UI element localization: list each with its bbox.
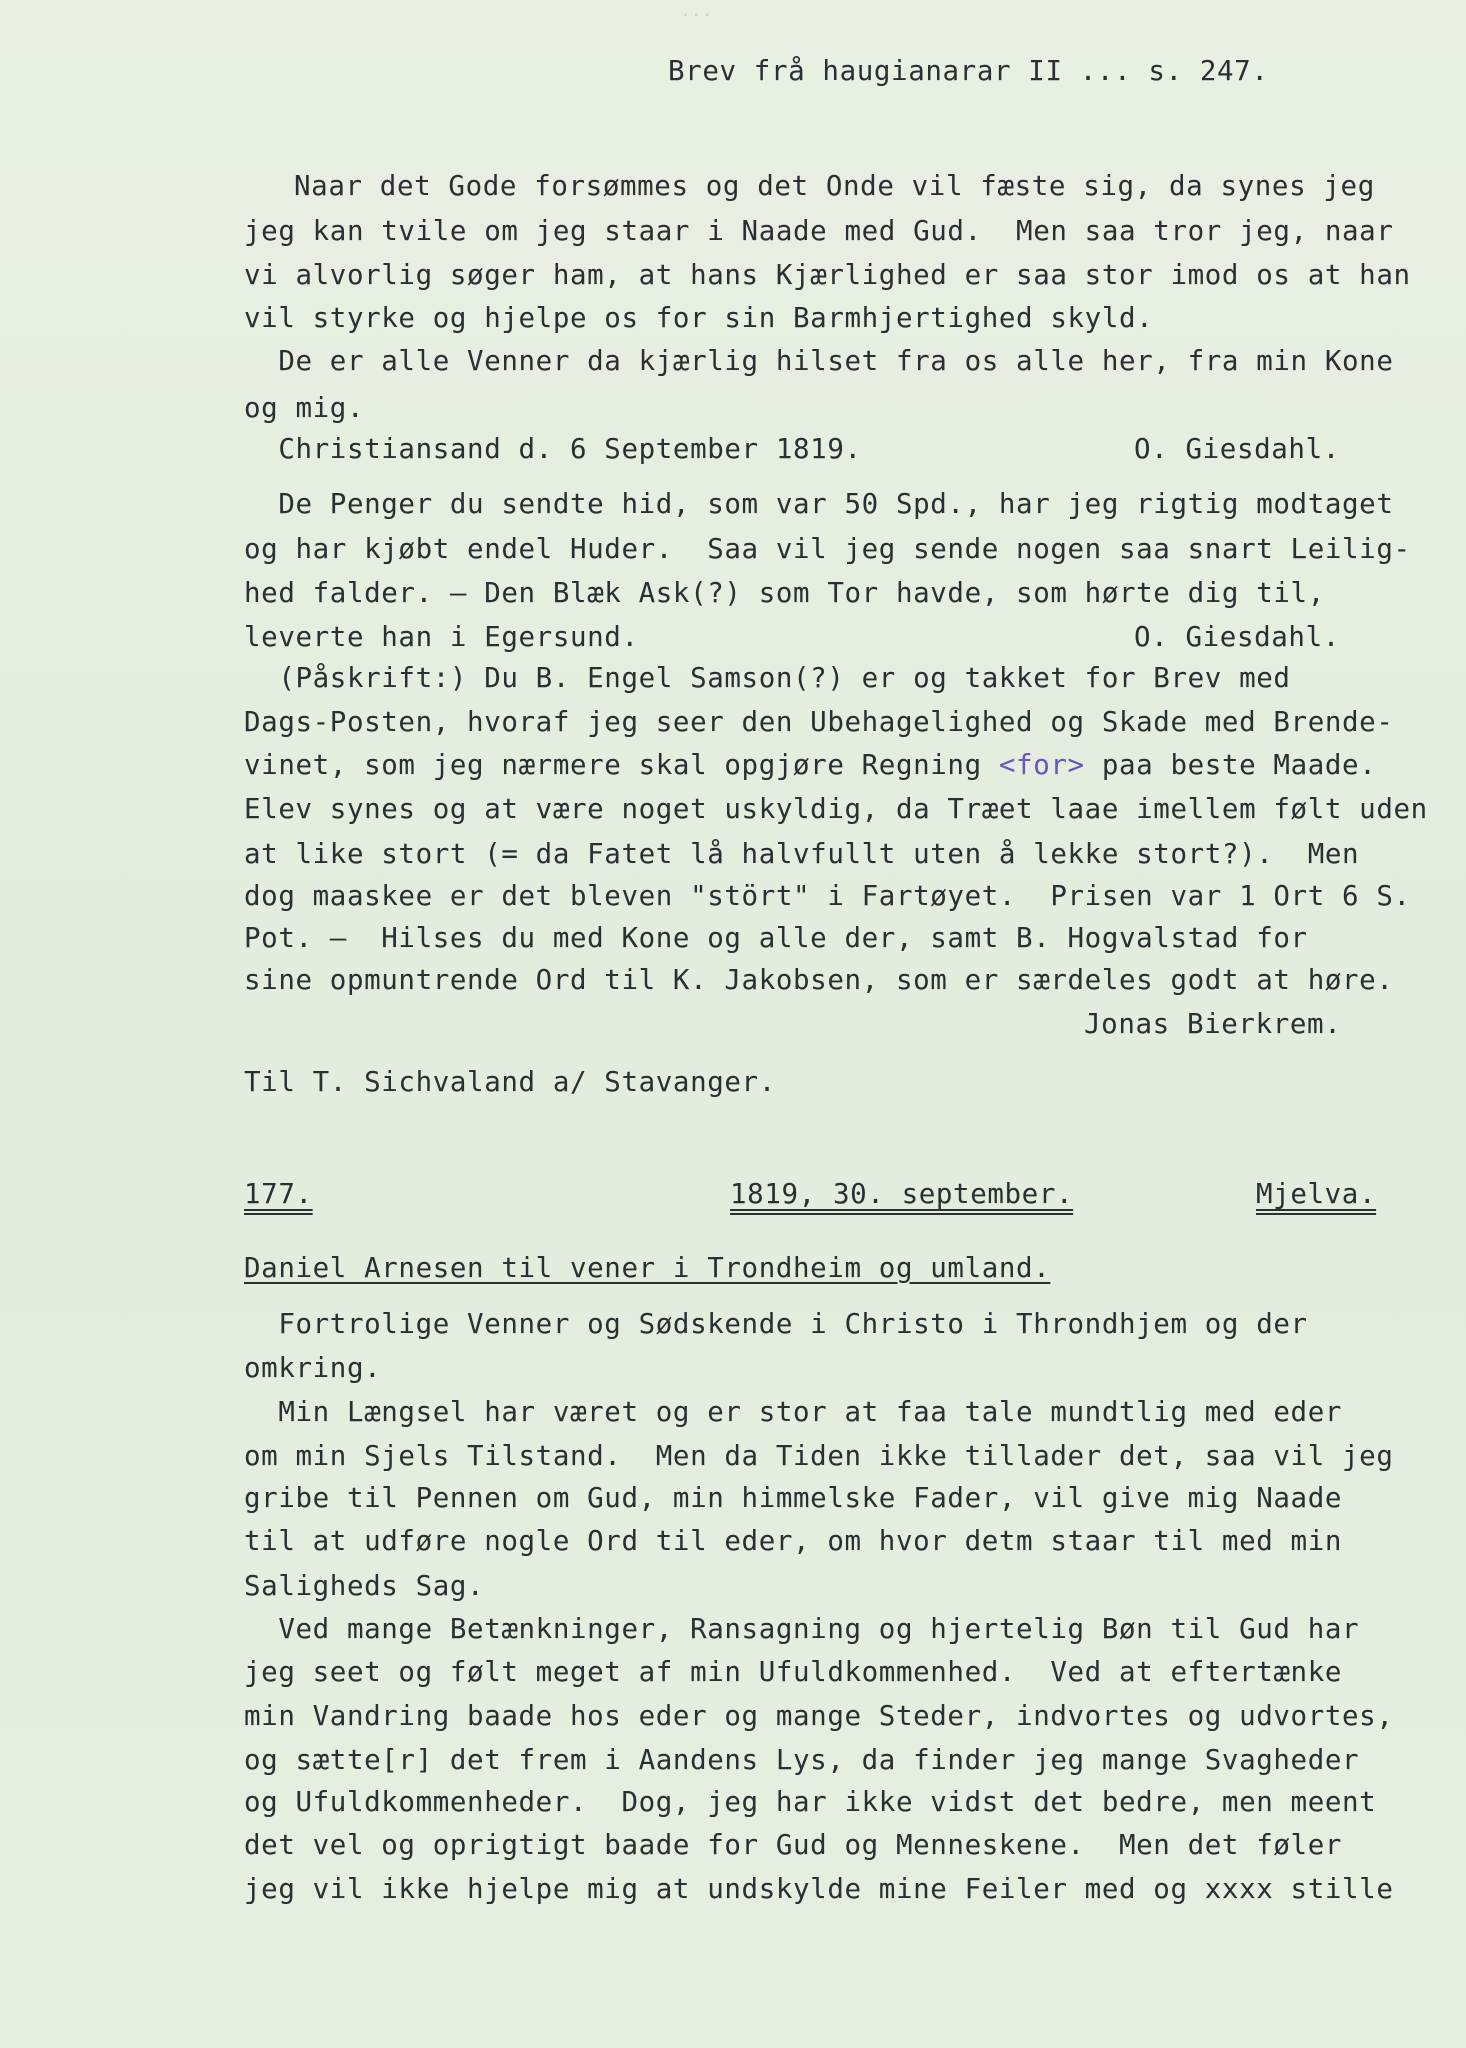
text-line: Ved mange Betænkninger, Ransagning og hjertelig Bøn til Gud har xyxy=(244,1613,1360,1645)
signature: O. Giesdahl. xyxy=(1134,621,1340,653)
signature: Jonas Bierkrem. xyxy=(1084,1008,1342,1040)
text-line: leverte han i Egersund. xyxy=(244,621,639,653)
entry-place: Mjelva. xyxy=(1256,1178,1377,1210)
text-line: sine opmuntrende Ord til K. Jakobsen, som er særdeles godt at høre. xyxy=(244,964,1394,996)
text-line: hed falder. — Den Blæk Ask(?) som Tor havde, som hørte dig til, xyxy=(244,577,1325,609)
entry-number: 177. xyxy=(244,1178,313,1210)
text-line: vil styrke og hjelpe os for sin Barmhjertighed skyld. xyxy=(244,302,1154,334)
text-line xyxy=(244,749,1376,781)
text-line: jeg vil ikke hjelpe mig at undskylde mine Feiler med og xxxx stille xyxy=(244,1873,1394,1905)
signature: O. Giesdahl. xyxy=(1134,433,1340,465)
text-segment: paa beste Maade. xyxy=(1084,749,1377,781)
text-line: at like stort (= da Fatet lå halvfullt uten å lekke stort?). Men xyxy=(244,838,1360,870)
text-line: omkring. xyxy=(244,1352,382,1384)
page-reference: Brev frå haugianarar II ... s. 247. xyxy=(668,55,1269,87)
text-line: om min Sjels Tilstand. Men da Tiden ikke tillader det, saa vil jeg xyxy=(244,1440,1394,1472)
text-line: Fortrolige Venner og Sødskende i Christo i Throndhjem og der xyxy=(244,1308,1308,1340)
text-line: og har kjøbt endel Huder. Saa vil jeg sende nogen saa snart Leilig- xyxy=(244,533,1411,565)
text-line: Min Længsel har været og er stor at faa tale mundtlig med eder xyxy=(244,1396,1343,1428)
text-line: De Penger du sendte hid, som var 50 Spd., har jeg rigtig modtaget xyxy=(244,488,1394,520)
text-segment: vinet, som jeg nærmere skal opgjøre Regning xyxy=(244,749,999,781)
text-line: De er alle Venner da kjærlig hilset fra os alle her, fra min Kone xyxy=(244,345,1394,377)
text-line: Naar det Gode forsømmes og det Onde vil fæste sig, da synes jeg xyxy=(294,170,1375,202)
text-line: jeg seet og følt meget af min Ufuldkommenhed. Ved at eftertænke xyxy=(244,1656,1343,1688)
handwritten-insert: <for> xyxy=(998,749,1085,781)
text-line: min Vandring baade hos eder og mange Steder, indvortes og udvortes, xyxy=(244,1700,1394,1732)
text-line: Pot. — Hilses du med Kone og alle der, samt B. Hogvalstad for xyxy=(244,922,1308,954)
text-line: gribe til Pennen om Gud, min himmelske Fader, vil give mig Naade xyxy=(244,1482,1343,1514)
text-line: Saligheds Sag. xyxy=(244,1570,485,1602)
text-line: (Påskrift:) Du B. Engel Samson(?) er og takket for Brev med xyxy=(244,662,1291,694)
text-line: og mig. xyxy=(244,392,365,424)
addressee: Til T. Sichvaland a/ Stavanger. xyxy=(244,1066,776,1098)
text-line: Dags-Posten, hvoraf jeg seer den Ubehagelighed og Skade med Brende- xyxy=(244,706,1394,738)
entry-date: 1819, 30. september. xyxy=(730,1178,1074,1210)
text-line: og Ufuldkommenheder. Dog, jeg har ikke vidst det bedre, men meent xyxy=(244,1786,1377,1818)
text-line: det vel og oprigtigt baade for Gud og Menneskene. Men det føler xyxy=(244,1829,1343,1861)
bleed-through-text: ... xyxy=(680,0,713,21)
text-line: dog maaskee er det bleven "stört" i Fartøyet. Prisen var 1 Ort 6 S. xyxy=(244,880,1411,912)
text-line: jeg kan tvile om jeg staar i Naade med Gud. Men saa tror jeg, naar xyxy=(244,215,1394,247)
text-line: og sætte[r] det frem i Aandens Lys, da finder jeg mange Svagheder xyxy=(244,1744,1360,1776)
place-date-line: Christiansand d. 6 September 1819. xyxy=(244,433,862,465)
text-line: til at udføre nogle Ord til eder, om hvor detm staar til med min xyxy=(244,1525,1343,1557)
text-line: vi alvorlig søger ham, at hans Kjærlighed er saa stor imod os at han xyxy=(244,259,1411,291)
text-line: Elev synes og at være noget uskyldig, da Træet laae imellem følt uden xyxy=(244,793,1428,825)
entry-title: Daniel Arnesen til vener i Trondheim og umland. xyxy=(244,1252,1051,1284)
